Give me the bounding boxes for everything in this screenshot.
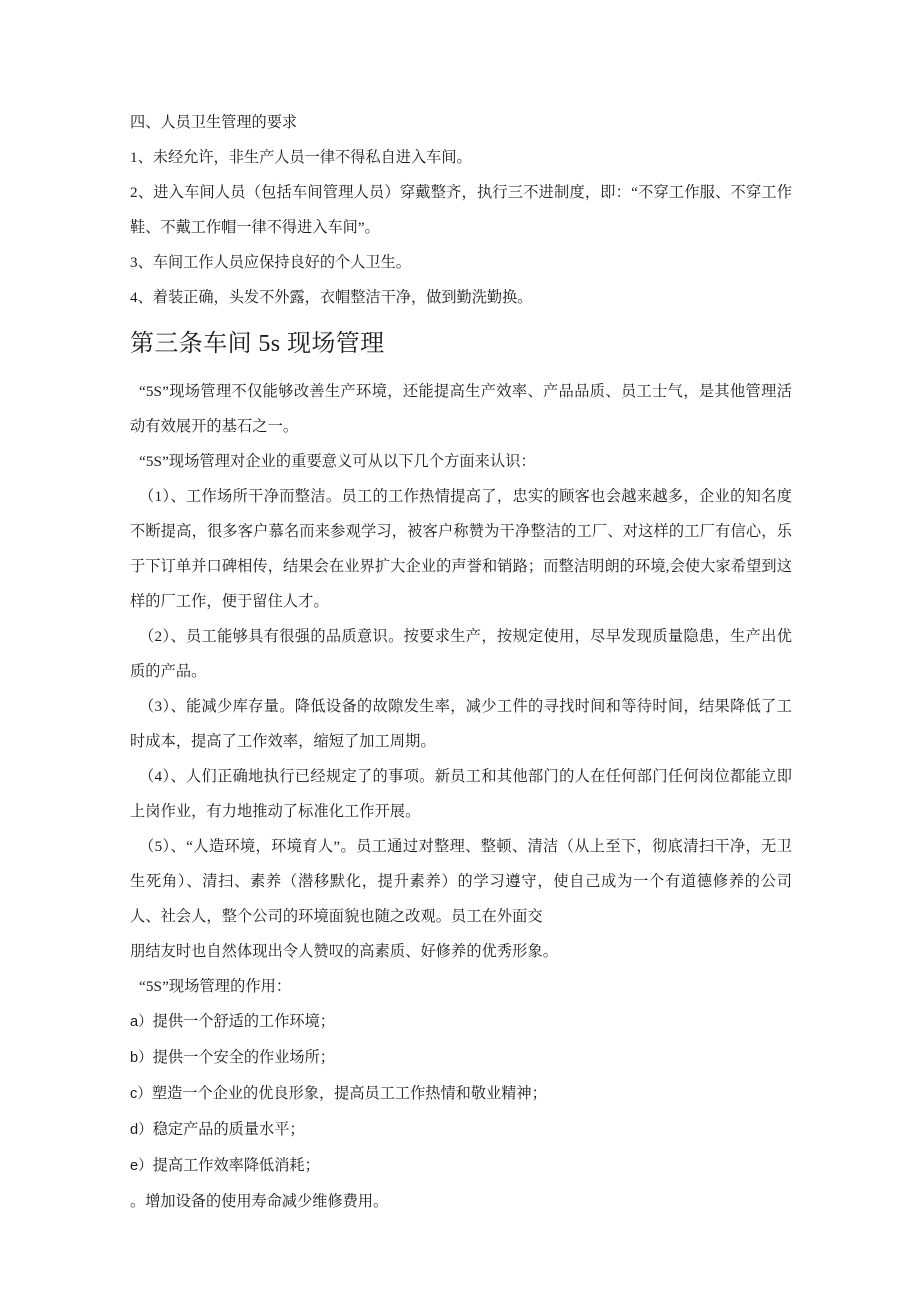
section-four-title: 四、人员卫生管理的要求 [130,114,298,131]
effect-item-e-text: 提高工作效率降低消耗； [152,1157,320,1174]
significance-lead: “5S”现场管理对企业的重要意义可从以下几个方面来认识： [139,453,536,470]
effect-item-c-text: 塑造一个企业的优良形象，提高员工工作热情和敬业精神； [151,1085,547,1102]
document-body [130,105,792,1219]
effect-item-c [130,1076,792,1112]
effect-item-b-mark: b） [130,1050,153,1066]
effect-item-e [130,1148,792,1184]
effect-item-a-text: 提供一个舒适的工作环境； [152,1013,335,1030]
effect-item-e-mark: e） [130,1158,153,1174]
effect-item-d [130,1112,792,1148]
significance-item-5-part-b: 朋结友时也自然体现出令人赞叹的高素质、好修养的优秀形象。 [130,943,559,960]
section-four-item-3: 3、车间工作人员应保持良好的个人卫生。 [130,254,411,271]
section-four-item-2: 2、进入车间人员（包括车间管理人员）穿戴整齐，执行三不进制度，即：“不穿工作服、不穿工作鞋、不戴工作帽一律不得进入车间”。 [130,184,792,236]
significance-item-4: （4）、人们正确地执行已经规定了的事项。新员工和其他部门的人在任何部门任何岗位都能立即上岗作业，有力地推动了标准化工作开展。 [130,768,792,820]
article-three-heading: 第三条车间 5s 现场管理 [130,331,385,357]
effect-item-a-mark: a） [130,1014,153,1030]
section-four-item-1: 1、未经允许，非生产人员一律不得私自进入车间。 [130,149,472,166]
effects-lead: “5S”现场管理的作用： [139,978,292,995]
effects-last-line: 。增加设备的使用寿命减少维修费用。 [130,1193,389,1210]
effect-item-a [130,1004,792,1040]
effect-item-d-mark: d） [130,1122,153,1138]
significance-item-3: （3）、能减少库存量。降低设备的故隙发生率，减少工件的寻找时间和等待时间，结果降低了工时成本，提高了工作效率，缩短了加工周期。 [130,698,792,750]
effect-item-b-text: 提供一个安全的作业场所； [152,1049,335,1066]
section-four-item-4: 4、着装正确，头发不外露，衣帽整洁干净，做到勤洗勤换。 [130,289,533,306]
effect-item-b [130,1040,792,1076]
significance-item-1: （1）、工作场所干净而整洁。员工的工作热情提高了，忠实的顾客也会越来越多，企业的知名度不断提高，很多客户慕名而来参观学习，被客户称赞为干净整洁的工厂、对这样的工厂有信心，乐于下订单并口碑相传，结果会在业界扩大企业的声誉和销路；而整洁明朗的环境,会使大家希望到这样的厂工作，便于留住人才。 [130,488,792,610]
article-three-intro: “5S”现场管理不仅能够改善生产环境，还能提高生产效率、产品品质、员工士气，是其他管理活动有效展开的基石之一。 [130,383,792,435]
effect-item-c-mark: c） [130,1086,152,1102]
significance-item-5-part-a: （5）、“人造环境，环境育人”。员工通过对整理、整顿、清洁（从上至下，彻底清扫干净，无卫生死角）、清扫、素养（潜移默化，提升素养）的学习遵守，使自己成为一个有道德修养的公司人、社会人，整个公司的环境面貌也随之改观。员工在外面交 [130,838,792,925]
significance-item-2: （2）、员工能够具有很强的品质意识。按要求生产，按规定使用，尽早发现质量隐患，生产出优质的产品。 [130,628,792,680]
effect-item-d-text: 稳定产品的质量水平； [152,1121,305,1138]
